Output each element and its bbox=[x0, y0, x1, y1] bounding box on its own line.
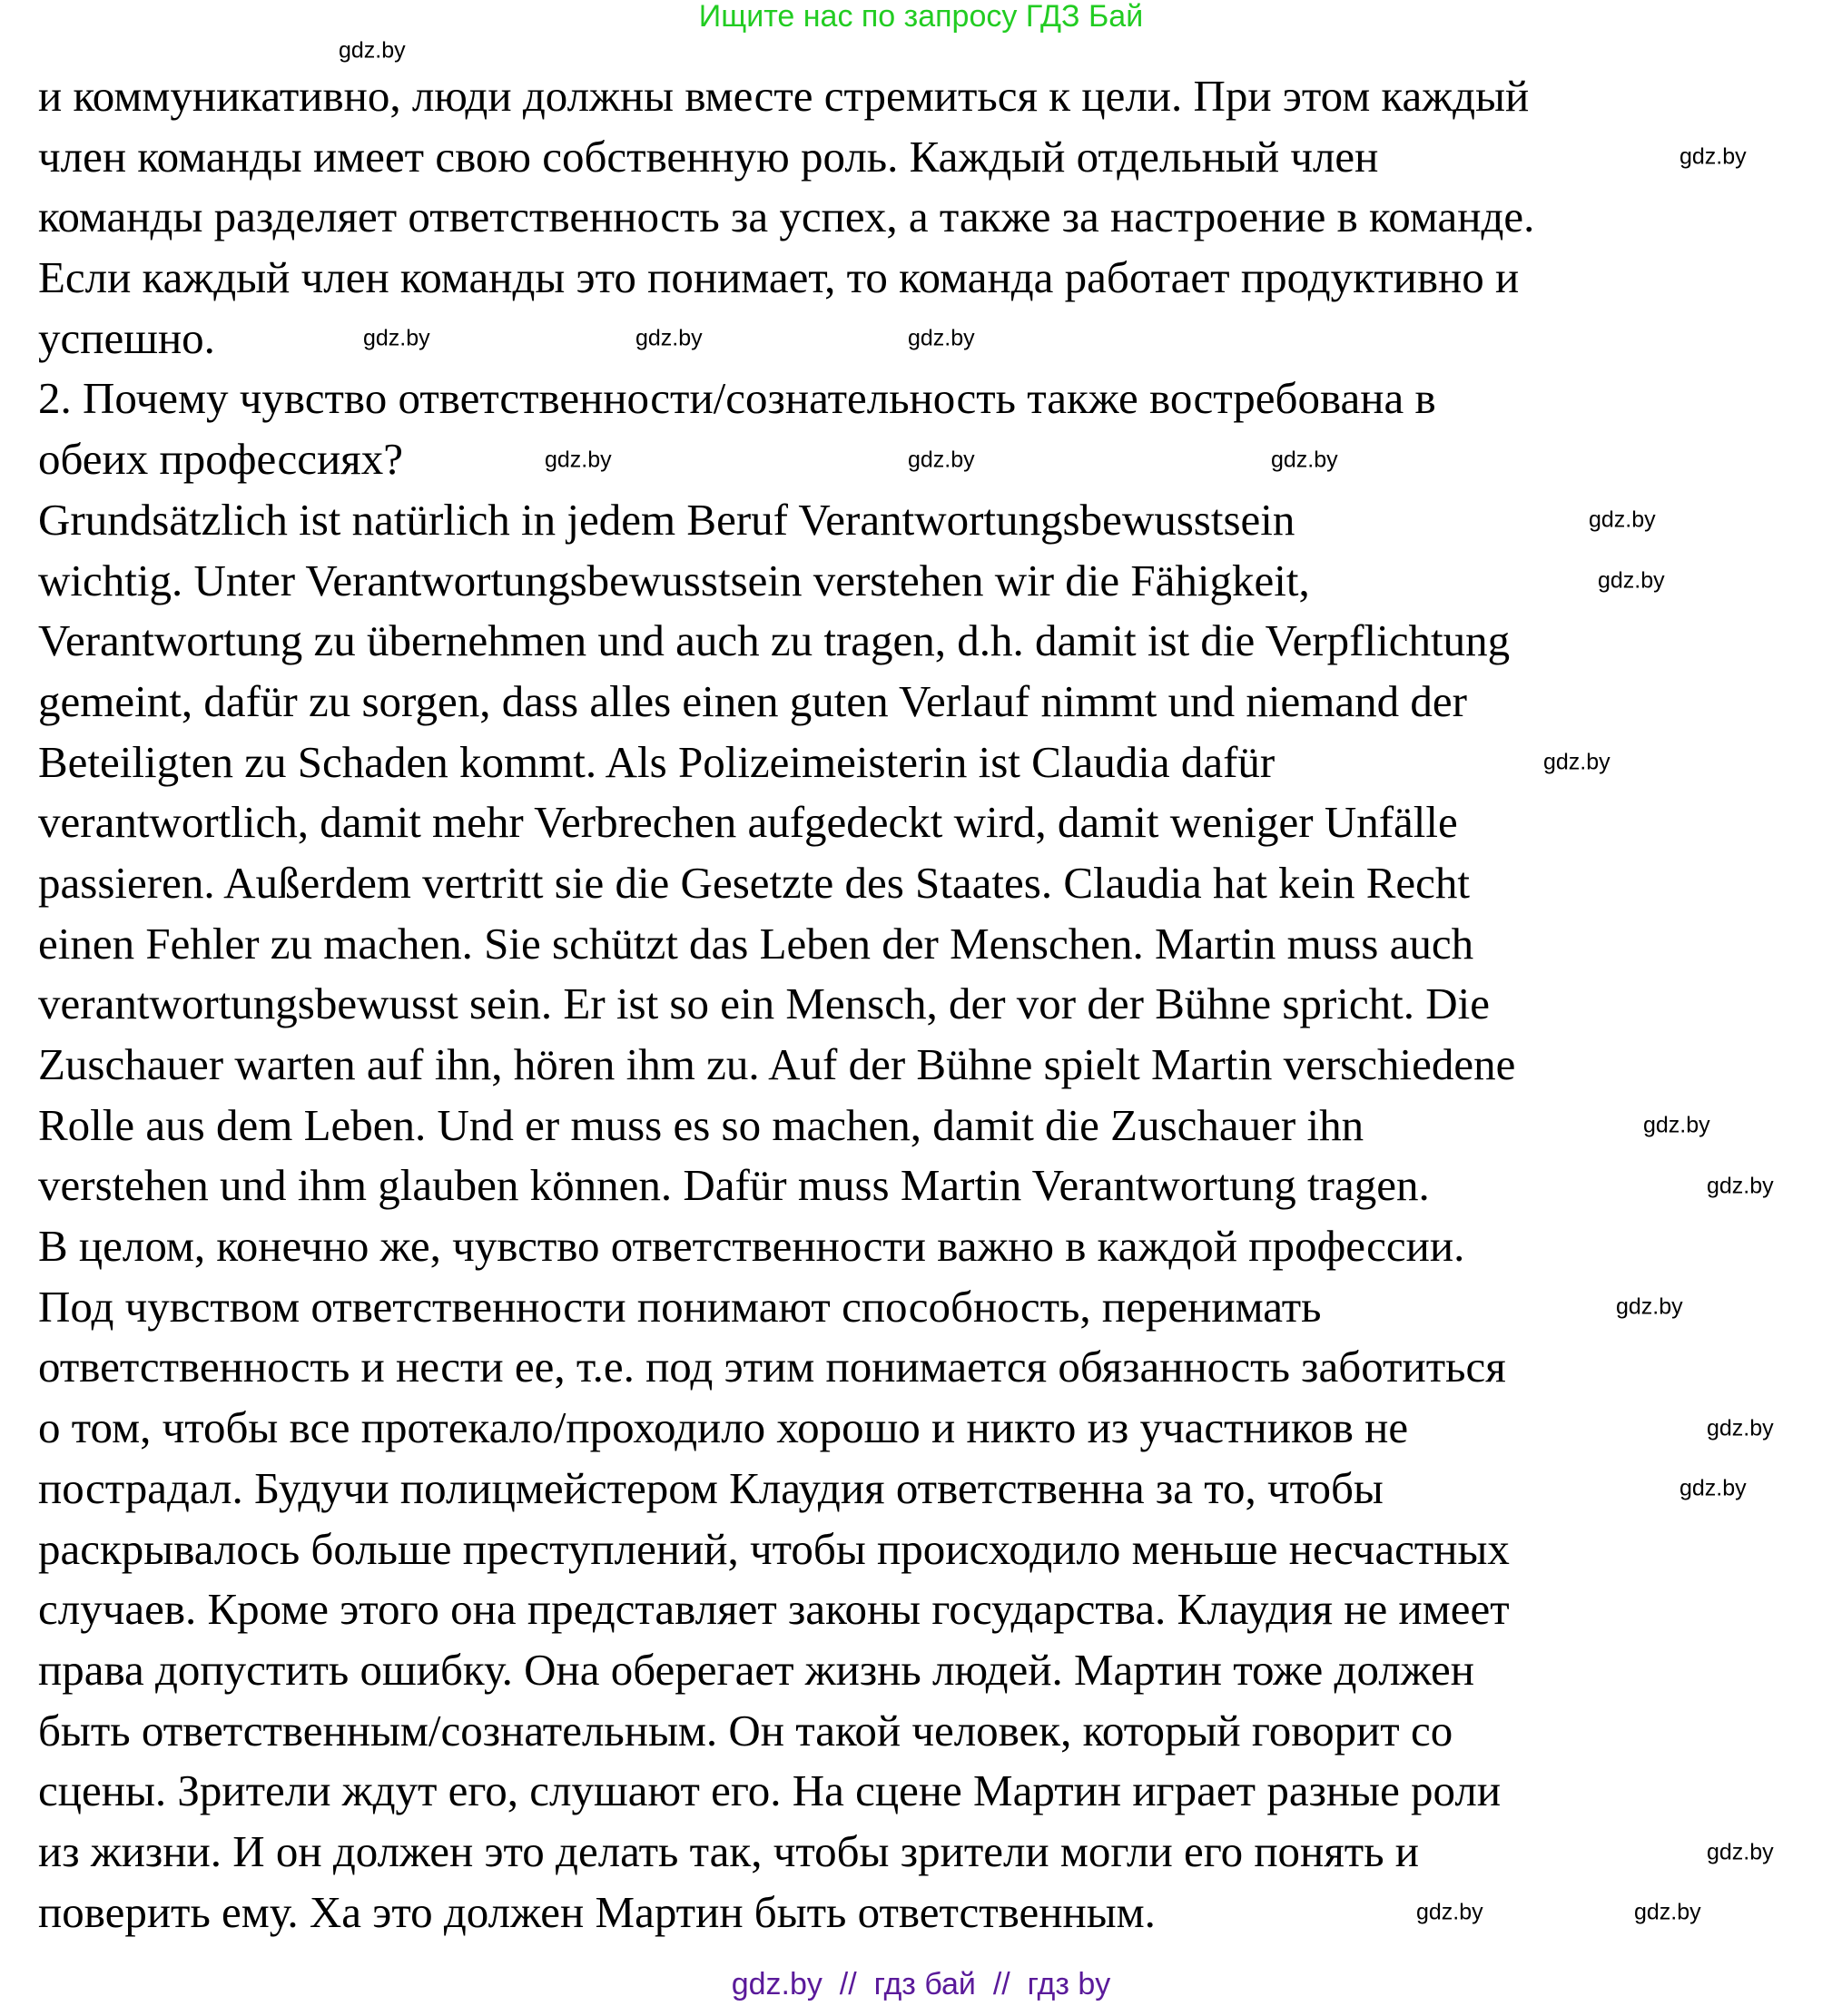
text-line: сцены. Зрители ждут его, слушают его. На сцене Мартин играет разные роли bbox=[38, 1765, 1502, 1816]
watermark: gdz.by bbox=[1589, 506, 1656, 533]
watermark: gdz.by bbox=[363, 325, 430, 351]
text-line: verantwortungsbewusst sein. Er ist so ein Mensch, der vor der Bühne spricht. Die bbox=[38, 978, 1490, 1029]
text-line: gemeint, dafür zu sorgen, dass alles einen guten Verlauf nimmt und niemand der bbox=[38, 675, 1467, 726]
text-line: права допустить ошибку. Она оберегает жизнь людей. Мартин тоже должен bbox=[38, 1644, 1474, 1695]
watermark: gdz.by bbox=[1707, 1415, 1774, 1441]
text-line: случаев. Кроме этого она представляет законы государства. Клаудия не имеет bbox=[38, 1584, 1510, 1635]
text-line: раскрывалось больше преступлений, чтобы происходило меньше несчастных bbox=[38, 1523, 1510, 1574]
watermark: gdz.by bbox=[1643, 1112, 1710, 1138]
watermark: gdz.by bbox=[1543, 749, 1611, 775]
text-line: поверить ему. Ха это должен Мартин быть ответственным. bbox=[38, 1886, 1156, 1937]
watermark: gdz.by bbox=[545, 447, 612, 473]
text-line: verstehen und ihm glauben können. Dafür muss Martin Verantwortung tragen. bbox=[38, 1160, 1430, 1211]
text-line: Под чувством ответственности понимают способность, перенимать bbox=[38, 1281, 1322, 1332]
watermark: gdz.by bbox=[635, 325, 703, 351]
watermark: gdz.by bbox=[1598, 567, 1665, 594]
text-line: passieren. Außerdem vertritt sie die Gesetzte des Staates. Claudia hat kein Recht bbox=[38, 857, 1471, 908]
text-line: команды разделяет ответственность за успех, а также за настроение в команде. bbox=[38, 192, 1535, 242]
text-line: и коммуникативно, люди должны вместе стремиться к цели. При этом каждый bbox=[38, 71, 1530, 121]
text-line: из жизни. И он должен это делать так, чтобы зрители могли его понять и bbox=[38, 1825, 1420, 1876]
text-line: Zuschauer warten auf ihn, hören ihm zu. Auf der Bühne spielt Martin verschiedene bbox=[38, 1039, 1516, 1089]
text-line: verantwortlich, damit mehr Verbrechen aufgedeckt wird, damit weniger Unfälle bbox=[38, 797, 1458, 848]
text-line: Beteiligten zu Schaden kommt. Als Polizeimeisterin ist Claudia dafür bbox=[38, 736, 1276, 787]
text-line: wichtig. Unter Verantwortungsbewusstsein verstehen wir die Fähigkeit, bbox=[38, 555, 1310, 605]
watermark: gdz.by bbox=[908, 447, 975, 473]
watermark: gdz.by bbox=[1634, 1899, 1701, 1925]
watermark: gdz.by bbox=[1679, 143, 1747, 170]
text-line: Grundsätzlich ist natürlich in jedem Beruf Verantwortungsbewusstsein bbox=[38, 494, 1295, 545]
text-line: einen Fehler zu machen. Sie schützt das Leben der Menschen. Martin muss auch bbox=[38, 918, 1474, 969]
watermark: gdz.by bbox=[1271, 447, 1338, 473]
text-line: о том, чтобы все протекало/проходило хорошо и никто из участников не bbox=[38, 1402, 1409, 1453]
watermark: gdz.by bbox=[1679, 1475, 1747, 1501]
text-line: Если каждый член команды это понимает, то команда работает продуктивно и bbox=[38, 252, 1520, 303]
text-line: 2. Почему чувство ответственности/сознательность также востребована в bbox=[38, 373, 1436, 424]
text-line: быть ответственным/сознательным. Он такой человек, который говорит со bbox=[38, 1705, 1453, 1755]
watermark: gdz.by bbox=[1707, 1839, 1774, 1865]
text-line: член команды имеет свою собственную роль. Каждый отдельный член bbox=[38, 131, 1379, 182]
text-line: В целом, конечно же, чувство ответственности важно в каждой профессии. bbox=[38, 1221, 1465, 1272]
search-banner: Ищите нас по запросу ГДЗ Бай bbox=[698, 0, 1144, 34]
text-line: пострадал. Будучи полицмейстером Клаудия ответственна за то, чтобы bbox=[38, 1462, 1384, 1513]
watermark: gdz.by bbox=[339, 37, 406, 64]
document-body bbox=[38, 66, 1534, 1942]
text-line: ответственность и нести ее, т.е. под этим понимается обязанность заботиться bbox=[38, 1342, 1506, 1392]
text-line: успешно. bbox=[38, 312, 215, 363]
text-line: обеих профессиях? bbox=[38, 434, 403, 485]
watermark: gdz.by bbox=[1616, 1293, 1683, 1320]
text-line: Rolle aus dem Leben. Und er muss es so machen, damit die Zuschauer ihn bbox=[38, 1099, 1364, 1150]
text-line: Verantwortung zu übernehmen und auch zu tragen, d.h. damit ist die Verpflichtung bbox=[38, 615, 1511, 666]
watermark: gdz.by bbox=[908, 325, 975, 351]
watermark: gdz.by bbox=[1416, 1899, 1483, 1925]
footer-links[interactable]: gdz.by // гдз бай // гдз by bbox=[731, 1967, 1111, 2001]
watermark: gdz.by bbox=[1707, 1173, 1774, 1199]
